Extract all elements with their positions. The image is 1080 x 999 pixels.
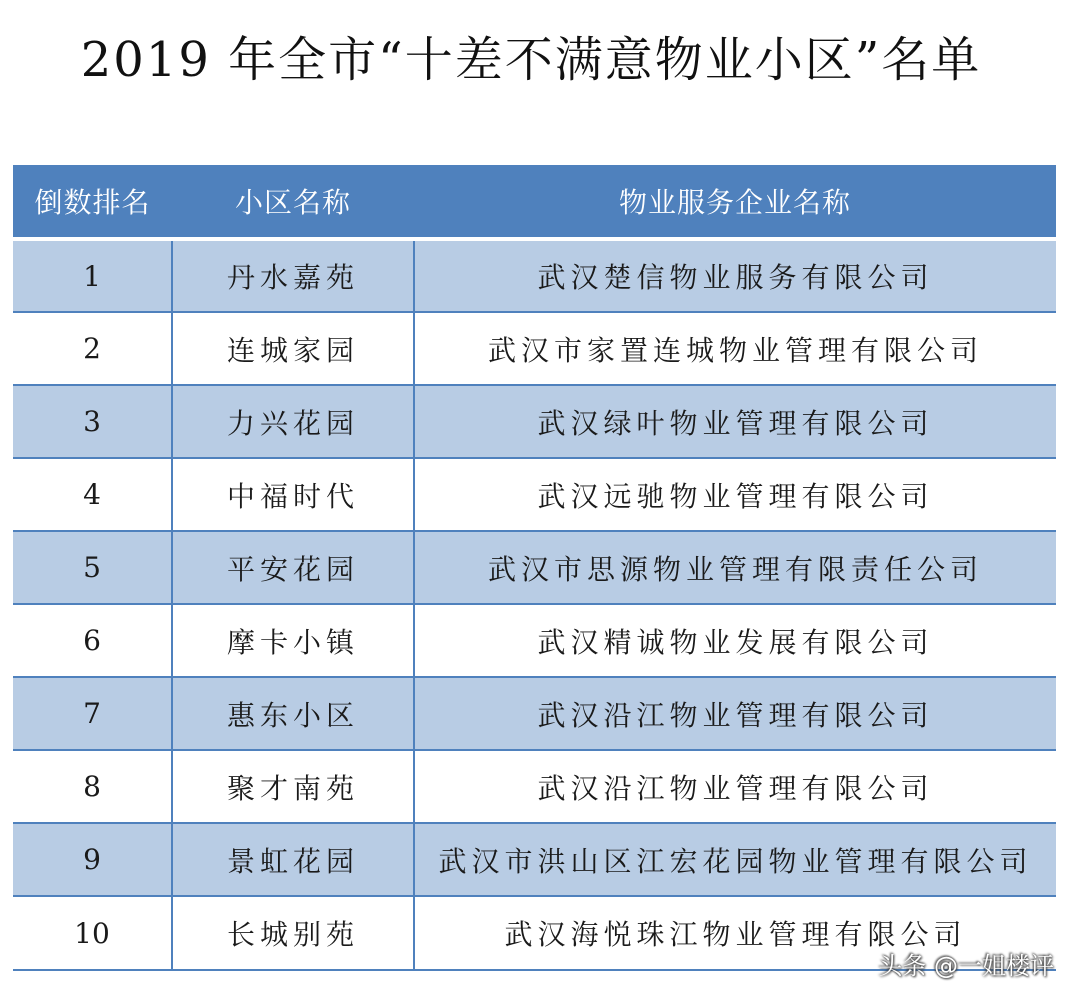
rank-cell: 9 xyxy=(13,823,172,896)
table-row xyxy=(13,531,1056,604)
header-company-name: 物业服务企业名称 xyxy=(414,165,1056,239)
rank-cell: 8 xyxy=(13,750,172,823)
table-row xyxy=(13,677,1056,750)
watermark: 头条 @一姐楼评 xyxy=(878,952,1054,980)
company-cell: 武汉绿叶物业管理有限公司 xyxy=(414,385,1056,458)
header-community-name: 小区名称 xyxy=(172,165,414,239)
rank-cell: 3 xyxy=(13,385,172,458)
table-row xyxy=(13,312,1056,385)
table-row xyxy=(13,458,1056,531)
company-cell: 武汉市家置连城物业管理有限公司 xyxy=(414,312,1056,385)
table-body xyxy=(13,239,1056,969)
ranking-table-container xyxy=(13,165,1056,971)
table-header xyxy=(13,165,1056,239)
community-cell: 丹水嘉苑 xyxy=(172,239,414,312)
table-row xyxy=(13,385,1056,458)
rank-cell: 6 xyxy=(13,604,172,677)
table-row xyxy=(13,604,1056,677)
community-cell: 连城家园 xyxy=(172,312,414,385)
community-cell: 力兴花园 xyxy=(172,385,414,458)
table-row xyxy=(13,823,1056,896)
company-cell: 武汉沿江物业管理有限公司 xyxy=(414,750,1056,823)
community-cell: 惠东小区 xyxy=(172,677,414,750)
company-cell: 武汉海悦珠江物业管理有限公司 xyxy=(414,896,1056,969)
ranking-table xyxy=(13,165,1056,969)
header-rank: 倒数排名 xyxy=(13,165,172,239)
company-cell: 武汉沿江物业管理有限公司 xyxy=(414,677,1056,750)
community-cell: 摩卡小镇 xyxy=(172,604,414,677)
page-title: 2019 年全市“十差不满意物业小区”名单 xyxy=(80,32,982,88)
company-cell: 武汉市思源物业管理有限责任公司 xyxy=(414,531,1056,604)
community-cell: 长城别苑 xyxy=(172,896,414,969)
company-cell: 武汉精诚物业发展有限公司 xyxy=(414,604,1056,677)
table-row xyxy=(13,750,1056,823)
rank-cell: 10 xyxy=(13,896,172,969)
header-row xyxy=(13,165,1056,239)
community-cell: 聚才南苑 xyxy=(172,750,414,823)
rank-cell: 5 xyxy=(13,531,172,604)
community-cell: 平安花园 xyxy=(172,531,414,604)
rank-cell: 7 xyxy=(13,677,172,750)
company-cell: 武汉市洪山区江宏花园物业管理有限公司 xyxy=(414,823,1056,896)
community-cell: 景虹花园 xyxy=(172,823,414,896)
table-row xyxy=(13,239,1056,312)
company-cell: 武汉楚信物业服务有限公司 xyxy=(414,239,1056,312)
community-cell: 中福时代 xyxy=(172,458,414,531)
rank-cell: 1 xyxy=(13,239,172,312)
rank-cell: 4 xyxy=(13,458,172,531)
rank-cell: 2 xyxy=(13,312,172,385)
company-cell: 武汉远驰物业管理有限公司 xyxy=(414,458,1056,531)
